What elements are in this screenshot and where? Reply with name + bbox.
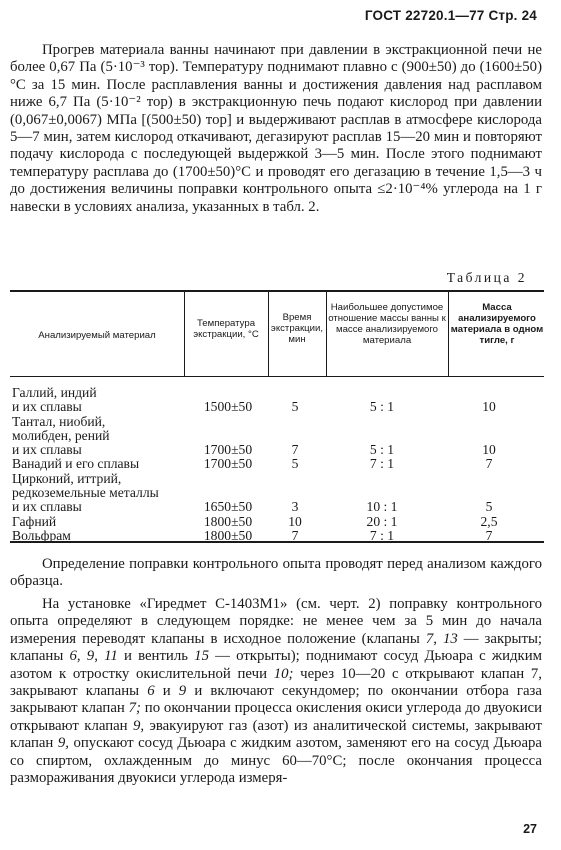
cell-time: 5: [291, 456, 299, 472]
cell-time: 10: [288, 513, 302, 529]
table-row: [10, 457, 544, 471]
table-caption: Таблица 2: [446, 270, 527, 285]
cell-material: [10, 472, 188, 515]
procedure-text: через 10—20 с открывают клапан 7, закрывают клапаны: [10, 665, 542, 700]
table-column-divider: [448, 291, 449, 377]
valve-number: 9: [86, 648, 95, 665]
cell-material-line: Гафний: [12, 513, 57, 529]
cell-temperature: 1650±50: [203, 499, 253, 515]
table-header-material: Анализируемый материал: [38, 330, 156, 341]
table-row: [10, 472, 544, 515]
table-header-time: Время экстракции, мин: [270, 312, 324, 345]
cell-material-line: и их сплавы: [12, 442, 82, 458]
cell-mass: 5: [485, 499, 493, 515]
procedure-text: эвакуируют газ (азот) из аналитической системы, закрывают клапан: [10, 717, 542, 752]
valve-number: 11: [104, 648, 118, 665]
cell-material-line: молибден, рений: [12, 427, 110, 443]
cell-material-line: редкоземельные металлы: [12, 485, 159, 501]
table-row: [10, 515, 544, 529]
cell-mass: 2,5: [480, 513, 498, 529]
valve-number: 7: [425, 630, 434, 647]
procedure-text: и включают секундомер; по окончании отбора газа закрывают клапан: [10, 683, 542, 717]
cell-temperature: 1700±50: [203, 442, 253, 458]
cell-ratio: 20 : 1: [366, 513, 398, 529]
page-number: 27: [523, 822, 537, 836]
cell-material-line: Тантал, ниобий,: [12, 413, 106, 429]
valve-number: 6: [69, 648, 77, 665]
table-column-divider: [326, 291, 327, 377]
procedure-text: ,: [94, 648, 105, 665]
valve-number: 9: [178, 683, 187, 700]
valve-number: 9,: [132, 717, 145, 734]
table-header-mass: Масса анализируемого материала в одном тигле, г: [450, 302, 544, 346]
cell-mass: 10: [482, 442, 496, 458]
cell-temperature: 1500±50: [203, 399, 253, 415]
cell-temperature: 1800±50: [203, 527, 253, 543]
cell-time: 5: [291, 399, 299, 415]
paragraph-procedure: [10, 596, 542, 787]
cell-temperature: 1700±50: [203, 456, 253, 472]
cell-mass: 7: [485, 456, 493, 472]
cell-material-line: Цирконий, иттрий,: [12, 470, 122, 486]
table-rule-header: [10, 376, 544, 377]
cell-material: [10, 529, 188, 543]
table-rule-top: [10, 290, 544, 292]
valve-number: 15: [194, 648, 209, 665]
procedure-text: — открыты); поднимают сосуд Дьюара с жидким азотом к отростку окислительной печи: [10, 648, 542, 682]
procedure-text: ,: [433, 630, 443, 647]
cell-ratio: 5 : 1: [369, 399, 395, 415]
cell-material-line: и их сплавы: [12, 499, 82, 515]
table-column-divider: [184, 291, 185, 377]
table-column-divider: [268, 291, 269, 377]
valve-number: 13: [442, 630, 458, 647]
valve-number: 6: [147, 683, 155, 700]
valve-number: 7;: [128, 700, 141, 717]
cell-material-line: Галлий, индий: [12, 385, 97, 400]
cell-material-line: Ванадий и его сплавы: [12, 456, 140, 472]
cell-material: [10, 386, 188, 415]
cell-material-line: Вольфрам: [12, 527, 71, 543]
cell-material: [10, 457, 188, 471]
cell-material-line: и их сплавы: [12, 399, 82, 415]
table-header-ratio: Наибольшее допустимое отношение массы ванны к массе анализируемого материала: [328, 302, 446, 346]
cell-ratio: 10 : 1: [366, 499, 398, 515]
cell-time: 7: [291, 527, 299, 543]
cell-material: [10, 515, 188, 529]
table-body: [10, 386, 544, 543]
cell-mass: 10: [482, 399, 496, 415]
paragraph-heating: [10, 42, 542, 216]
valve-number: 10;: [273, 665, 294, 682]
cell-ratio: 7 : 1: [369, 527, 395, 543]
paragraph-correction: [10, 556, 542, 591]
procedure-text: опускают сосуд Дьюара с жидким азотом, заменяют его на сосуд Дьюара со спиртом, охлажденным до минус 60—70°С; после окончания процесса размораживания двуокиси углерода измеря-: [10, 735, 542, 787]
page-header: ГОСТ 22720.1—77 Стр. 24: [364, 8, 537, 23]
table-row: [10, 386, 544, 415]
cell-ratio: 5 : 1: [369, 442, 395, 458]
cell-material: [10, 415, 188, 458]
procedure-text: и: [154, 683, 179, 700]
cell-time: 3: [291, 499, 299, 515]
procedure-text: ,: [76, 648, 87, 665]
cell-mass: 7: [485, 527, 493, 543]
procedure-text: На установке «Гиредмет С-1403М1» (см. черт. 2) поправку контрольного опыта определяют в следующем порядке: не менее чем за 5 мин до начала измерения переводят клапаны в исходное положение (клапаны: [10, 596, 542, 647]
cell-time: 7: [291, 442, 299, 458]
table-header-temperature: Температура экстракции, °С: [193, 318, 259, 340]
procedure-text: — закрыты; клапаны: [10, 630, 543, 665]
table-row: [10, 529, 544, 543]
paragraph-correction-text: Определение поправки контрольного опыта проводят перед анализом каждого образца.: [10, 556, 542, 590]
procedure-text: и вентиль: [117, 648, 195, 665]
cell-temperature: 1800±50: [203, 513, 253, 529]
procedure-text: по окончании процесса окисления окиси углерода до двуокиси открывают клапан: [10, 700, 542, 734]
paragraph-heating-text: Прогрев материала ванны начинают при давлении в экстракционной печи не более 0,67 Па (5·10⁻³ тор). Температуру поднимают плавно с (900±50) до (1600±50)°С за 15 мин. После расплавления ванны и достижения давления над расплавом ниже 6,7 Па (5·10⁻² тор) в экстракционную печь подают кислород при давлении (0,067±0,0067) МПа [(500±50) тор] и выдерживают расплав в атмосфере кислорода 5—7 мин, затем кислород откачивают, дегазируют расплав 15—20 мин и повторяют подачу кислорода с последующей выдержкой 3—5 мин. После этого поднимают температуру расплава до (1700±50)°С и проводят его дегазацию в течение 1,5—3 ч до достижения величины поправки контрольного опыта ≤2·10⁻⁴% углерода на 1 г навески в условиях анализа, указанных в табл. 2.: [10, 42, 542, 215]
table-row: [10, 415, 544, 458]
cell-ratio: 7 : 1: [369, 456, 395, 472]
valve-number: 9,: [57, 735, 69, 752]
